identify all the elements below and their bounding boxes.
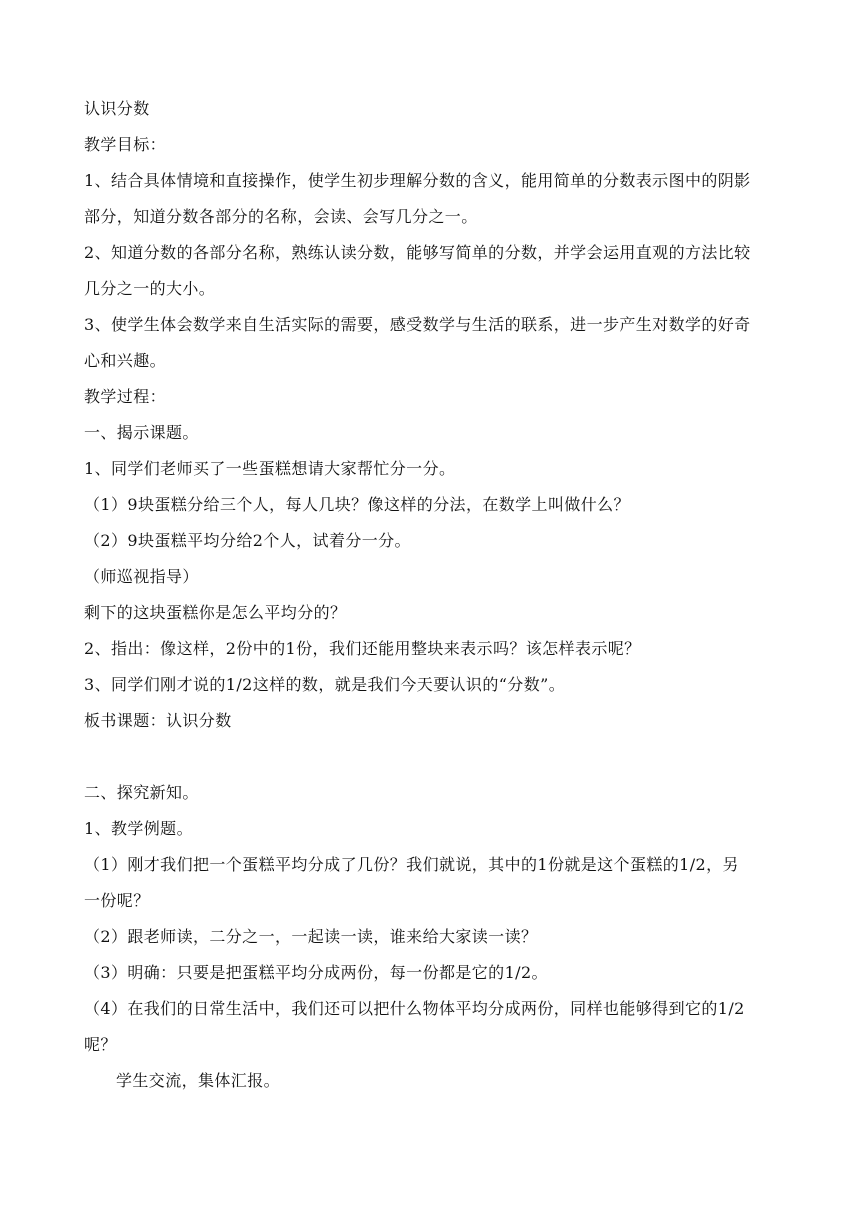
document-title: 认识分数 [84,99,150,118]
section-1-item-2: 2、指出：像这样，2份中的1份，我们还能用整块来表示吗？该怎样表示呢？ [84,639,641,658]
section-2-heading: 二、探究新知。 [84,783,199,802]
section-1-heading: 一、揭示课题。 [84,423,199,442]
section-2-sub-item-4-line-2: 呢？ [84,1035,117,1054]
teacher-note: （师巡视指导） [84,567,199,586]
section-1-question: 剩下的这块蛋糕你是怎么平均分的？ [84,603,347,622]
section-2-sub-item-1-line-1: （1）刚才我们把一个蛋糕平均分成了几份？我们就说，其中的1份就是这个蛋糕的1/2，另 [84,855,739,874]
blank-line [84,739,790,775]
section-2-sub-item-1-line-2: 一份呢？ [84,891,150,910]
section-1-item-3: 3、同学们刚才说的1/2这样的数，就是我们今天要认识的“分数”。 [84,675,566,694]
board-title: 板书课题：认识分数 [84,711,232,730]
section-2-sub-item-3: （3）明确：只要是把蛋糕平均分成两份，每一份都是它的1/2。 [84,963,548,982]
objective-1-line-1: 1、结合具体情境和直接操作，使学生初步理解分数的含义，能用简单的分数表示图中的阴影 [84,171,751,190]
objectives-heading: 教学目标： [84,135,167,154]
student-exchange: 学生交流，集体汇报。 [116,1071,281,1090]
section-1-sub-item-2: （2）9块蛋糕平均分给2个人，试着分一分。 [84,531,411,550]
objective-3-line-2: 心和兴趣。 [84,351,167,370]
objective-3-line-1: 3、使学生体会数学来自生活实际的需要，感受数学与生活的联系，进一步产生对数学的好奇 [84,315,751,334]
objective-2-line-2: 几分之一的大小。 [84,279,216,298]
section-2-item-1: 1、教学例题。 [84,819,193,838]
section-1-item-1: 1、同学们老师买了一些蛋糕想请大家帮忙分一分。 [84,459,456,478]
process-heading: 教学过程： [84,387,167,406]
section-2-sub-item-4-line-1: （4）在我们的日常生活中，我们还可以把什么物体平均分成两份，同样也能够得到它的1/2 [84,999,745,1018]
objective-2-line-1: 2、知道分数的各部分名称，熟练认读分数，能够写简单的分数，并学会运用直观的方法比较 [84,243,751,262]
objective-1-line-2: 部分，知道分数各部分的名称，会读、会写几分之一。 [84,207,478,226]
section-1-sub-item-1: （1）9块蛋糕分给三个人，每人几块？像这样的分法，在数学上叫做什么？ [84,495,630,514]
section-2-sub-item-2: （2）跟老师读，二分之一，一起读一读，谁来给大家读一读？ [84,927,538,946]
